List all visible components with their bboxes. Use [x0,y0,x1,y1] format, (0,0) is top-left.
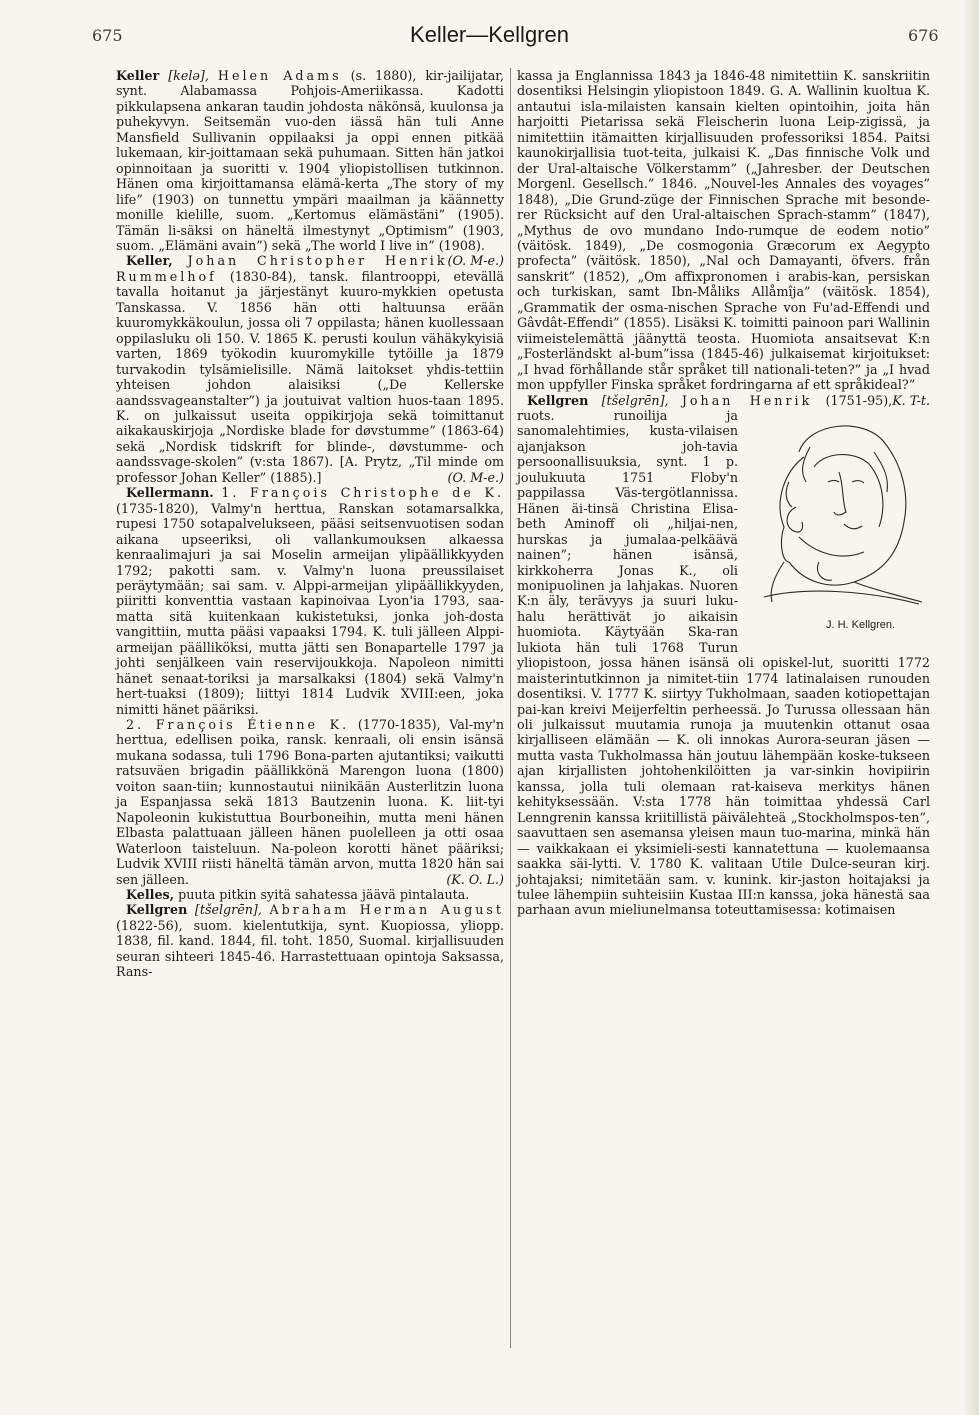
page-number-right: 676 [908,26,939,45]
entry-body: kassa ja Englannissa 1843 ja 1846-48 nimitettiin K. sanskriitin dosentiksi Helsingin yliopistoon 1849. G. A. Wallinin kuoltua K. antautui isla-milaisten kansain kielten opintoihin, joita hän harjoitti Pietarissa sekä Fleischerin luona Leip-zigissä, ja nimitettiin itämaitten kirjallisuuden professoriksi 1854. Paitsi kaunokirjallisia tuot-teita, julkaisi K. „Das finnische Volk und der Ural-altaische Völkerstamm” („Jahresber. der Deutschen Morgenl. Gesellsch.” 1846. „Nouvel-les Annales des voyages” 1848), „Die Grund-züge der Finnischen Sprache mit besonde-rer Rücksicht auf den Ural-altaischen Sprach-stamm” (1847), „Mythus de ovo mundano Indo-rumque de eodem notio” (väitösk. 1849), „De cosmogonia Græcorum ex Aegypto profecta” (väitösk. 1850), „Nal och Damayanti, öfvers. från sanskrit” (1852), „Om affixpronomen i arabis-kan, persiskan och turkiskan, samt Ibn-Måliks Allåmîja” (väitösk. 1854), „Grammatik der osma-nischen Sprache von Fu'ad-Effendi und Gâvdât-Effendi” (1855). Lisäksi K. toimitti painoon pari Wallinin viimeistelemättä jäänyttä teosta. Huomiota ansaitsevat K:n „Fosterländskt al-bum”issa (1845-46) julkaisemat kirjoitukset: „I hvad förhållande står språket till nationali-teten?” ja „I hvad mon uppfyller Finska språket fordringarna af ett språkideal?” [517,68,930,393]
pronunciation: [tšelgrēn], [194,902,262,918]
headword: Keller [116,68,160,83]
entry-body: puuta pitkin syitä sahatessa jäävä pintalauta. [178,887,470,903]
entry-body: (1822-56), suom. kielentutkija, synt. Kuopiossa, yliopp. 1838, fil. kand. 1844, fil. toht. 1850, Suomal. kirjallisuuden seuran sihteeri 1845-46. Harrastettuaan opintoja Saksassa, Rans- [116,917,504,980]
entry-body: (s. 1880), kir-jailijatar, synt. Alabamassa Pohjois-Ameriikassa. Kadotti pikkulapsena ankaran taudin johdosta näkönsä, kuulonsa ja puhekyvyn. Seitsemän vuo-den iässä hän tuli Anne Mansfield Sullivanin oppilaaksi ja oppi ennen pitkää lukemaan, kir-joittamaan sekä puhumaan. Sitten hän jatkoi opinnoitaan ja suoritti v. 1904 yliopistollisen tutkinnon. Hänen oma kirjoittamansa elämä-kerta „The story of my life” (1903) on tunnettu ympäri maailman ja käännetty monille kielille, suom. „Kertomus elämästäni” (1905). Tämän li-säksi on häneltä ilmestynyt „Optimism” (1903, suom. „Elämäni avain”) sekä „The world I live in” (1908). [116,68,505,253]
entry-body: (1770-1835), Val-my'n herttua, edellisen poika, ransk. kenraali, oli ensin isänsä mukana sodassa, tuli 1796 Bona-parten ajutantiksi; vaikutti ratsuväen brigadin päällikkönä Marengon luona (1800) voiton saan-tiin; kunnostautui niinikään Austerlitzin luona ja Espanjassa sekä 1813 Bautzenin luona. K. liit-tyi Napoleonin kukistuttua Bourboneihin, mutta meni hänen Elbasta palattuaan jälleen hänen puolelleen ja otti osaa Waterloon taisteluun. Na-poleon korotti hänet pääriksi; Ludvik XVIII riisti häneltä tämän arvon, mutta 1820 hän sai sen jälleen. [116,717,504,887]
person-name: Johan Henrik [681,392,813,408]
pronunciation: [tšelgrēn], [601,392,669,408]
portrait-caption: J. H. Kellgren. [826,618,896,631]
entry-body: (1830-84), tansk. filantrooppi, etevällä tavalla hoitanut ja järjestänyt kuuro-mykkien opetusta Tanskassa. V. 1856 hän otti haltuunsa erään kuuromykkäkoulun, jossa oli 7 oppilasta; hänen kuollessaan oppilasluku oli 150. V. 1865 K. perusti koulun vähäkykyisiä varten, 1869 työkodin kuuromykille tytöille ja 1879 turvakodin tylsämielisille. Nämä laitokset yhdis-tettiin yhteisen johdon alaisiksi („De Kellerske aandssvageanstalter”) ja joutuivat valtion huos-taan 1895. K. on julkaissut useita oppikirjoja sekä toimittanut aikakauskirjoja „Nordiske blade for døvstumme” (1863-64) sekä „Nordisk tidskrift for blinde-, døvstumme- och aandssvage-skolen” (v:sta 1867). [A. Prytz, „Til minde om professor Johan Keller” (1885).] [116,268,504,485]
entry-kellermann-2 [116,717,504,887]
headword: Kelles, [126,887,175,903]
left-column [116,68,504,980]
headword: Kellgren [527,392,589,408]
person-name: Helen Adams [217,68,342,83]
right-column [517,68,930,918]
entry-keller-johan [116,253,504,485]
person-name: Abraham Herman August [269,902,504,918]
headword: Kellgren [126,902,188,918]
headword: Keller, [126,253,173,269]
running-title: Keller—Kellgren [410,22,569,47]
entry-kelles [116,887,504,902]
person-name: Johan Christopher Henrik Rummelhof [116,253,448,284]
entry-body: (1751-95), ruots. runoilija ja sanomalehtimies, kusta-vilaisen ajanjakson joh-tavia persoonallisuuksia, synt. 1 p. joulukuuta 1751 Floby'n pappilassa Väs-tergötlannissa. Hänen äi-tinsä Christina Elisa-beth Aminoff oli „hiljai-nen, hurskas ja jumalaa-pelkäävä nainen”; hänen isänsä, kirkkoherra Jonas K., oli monipuolinen ja lahjakas. Nuoren K:n äly, terävyys ja suuri luku-halu herättivät jo aikaisin huomiota. Käytyään Ska-ran lukiota hän tuli 1768 Turun yliopistoon, jossa hänen isänsä oli opiskel-lut, suoritti 1772 maisterintutkinnon ja nimitet-tiin 1774 latinalaisen runouden dosentiksi. V. 1777 K. siirtyy Tukholmaan, saaden kotiopettajan pai-kan kreivi Meijerfeltin perheessä. Jo Turussa ollessaan hän oli julkaissut muutamia runoja ja muutenkin ottanut osaa kirjalliseen elämään — K. oli innokas Aurora-seuran jäsen — mutta vasta Tukholmassa hän joutuu lähempään koske-tukseen ajan kirjallisten johtohenkilöitten ja var-sinkin hovipiirin kanssa, jolla tuli olemaan rat-kaiseva merkitys hänen kehityksessään. V:sta 1778 hän toimittaa yhdessä Carl Lenngrenin kanssa kriitillistä päivälehteä „Stockholmspos-ten”, saavuttaen sen asemansa yleisen maun tuo-marina, minkä hän — vaikkakaan ei yksimieli-sesti kannatettuna — kuolemaansa saakka säi-lytti. V. 1780 K. valitaan Utile Dulce-seuran kirj. johtajaksi; nimitetään sam. v. kunink. kir-jaston hoitajaksi ja tulee lähempiin suhteisiin Kustaa III:n kanssa, joka hänestä saa parhaan avun mieliunelmansa toteuttamisessa: kotimaisen [517,392,930,918]
page-header [0,22,979,52]
scan-edge [965,0,979,1415]
portrait-figure [744,412,934,640]
entry-kellgren-abraham [116,902,504,979]
portrait-sketch-icon [744,412,934,612]
person-name: 2. François Étienne K. [126,717,350,733]
author-signature: (K. O. L.) [446,871,504,887]
author-signature: K. T-t. [892,392,930,408]
entry-body: (1735-1820), Valmy'n herttua, Ranskan sotamarsalkka, rupesi 1750 sotapalvelukseen, pääsi seitsenvuotisen sodan aikana upseeriksi, oli vallankumouksen alkaessa kenraalimajuri ja sai Moselin armeijan ylipäällikkyyden 1792; pakotti sam. v. Valmy'n luona preussilaiset peräytymään; sai sam. v. Alppi-armeijan ylipäällikkyyden, piiritti konventtia vastaan kapinoivaa Lyon'ia 1793, saa-matta sitä kuitenkaan kukistetuksi, jonka joh-dosta vangittiin, mutta pääsi vapaaksi 1794. K. tuli jälleen Alppi-armeijan päälliköksi, mutta jätti sen Bonapartelle 1797 ja johti senjälkeen vain reservijoukkoja. Napoleon nimitti hänet senaat-toriksi ja marsalkaksi (1804) sekä Valmy'n hert-tuaksi (1809); liittyi 1814 Ludvik XVIII:een, joka nimitti hänet pääriksi. [116,500,504,717]
column-rule [510,68,511,1348]
author-signature: (O. M-e.) [447,253,504,269]
page-number-left: 675 [92,26,123,45]
entry-kellgren-johan [517,393,930,918]
pronunciation: [kelə], [168,68,209,83]
entry-kellermann [116,485,504,717]
person-name: 1. François Christophe de K. [221,485,504,501]
headword: Kellermann. [126,485,214,501]
author-signature: (O. M-e.) [447,469,504,485]
